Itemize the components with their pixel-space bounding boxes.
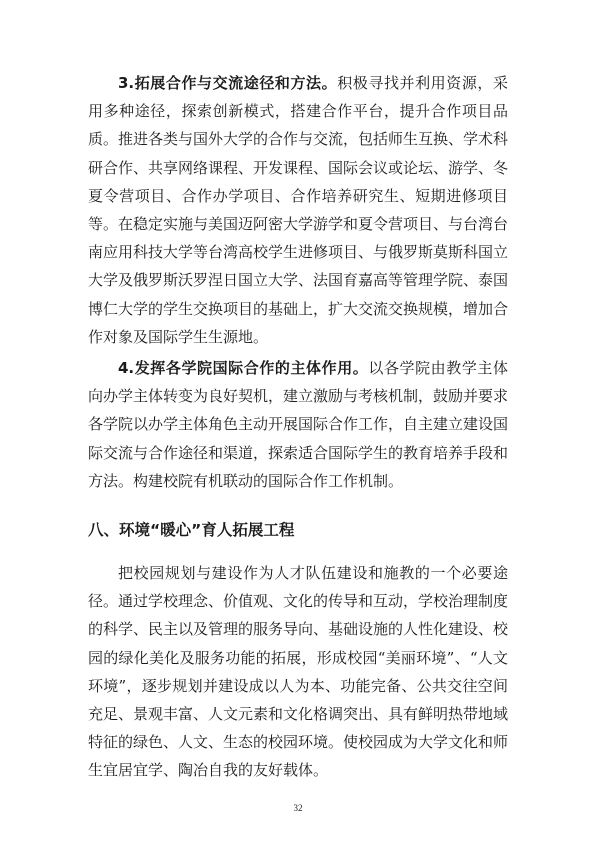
paragraph-chapter-8: 把校园规划与建设作为人才队伍建设和施教的一个必要途径。通过学校理念、价值观、文化的传导和互动，学校治理制度的科学、民主以及管理的服务导向、基础设施的人性化建设、校园的绿化美化及服务功能的拓展，形成校园“美丽环境”、“人文环境”，逐步规划并建设成以人为本、功能完备、公共交往空间充足、景观丰富、人文元素和文化格调突出、具有鲜明热带地域特征的绿色、人文、生态的校园环境。使校园成为大学文化和师生宜居宜学、陶冶自我的友好载体。 (88, 564, 509, 780)
section-3-body: 积极寻找并利用资源，采用多种途径，探索创新模式，搭建合作平台，提升合作项目品质。推进各类与国外大学的合作与交流，包括师生互换、学术科研合作、共享网络课程、开发课程、国际会议或论坛、游学、冬夏令营项目、合作办学项目、合作培养研究生、短期进修项目等。在稳定实施与美国迈阿密大学游学和夏令营项目、与台湾台南应用科技大学等台湾高校学生进修项目、与俄罗斯莫斯科国立大学及俄罗斯沃罗涅日国立大学、法国育嘉高等管理学院、泰国博仁大学的学生交换项目的基础上，扩大交流交换规模，增加合作对象及国际学生生源地。 (88, 74, 509, 346)
section-4-body: 以各学院由教学主体向办学主体转变为良好契机，建立激励与考核机制，鼓励并要求各学院以办学主体角色主动开展国际合作工作，自主建立建设国际交流与合作途径和渠道，探索适合国际学生的教育培养手段和方法。构建校院有机联动的国际合作工作机制。 (88, 359, 509, 490)
chapter-8-heading: 八、环境“暖心”育人拓展工程 (88, 521, 295, 539)
page-number: 32 (293, 803, 303, 813)
paragraph-section-4 (88, 354, 508, 495)
section-4-lead: 4.发挥各学院国际合作的主体作用。 (118, 359, 369, 377)
section-3-lead: 3.拓展合作与交流途径和方法。 (118, 74, 338, 92)
paragraph-section-3 (88, 69, 508, 351)
